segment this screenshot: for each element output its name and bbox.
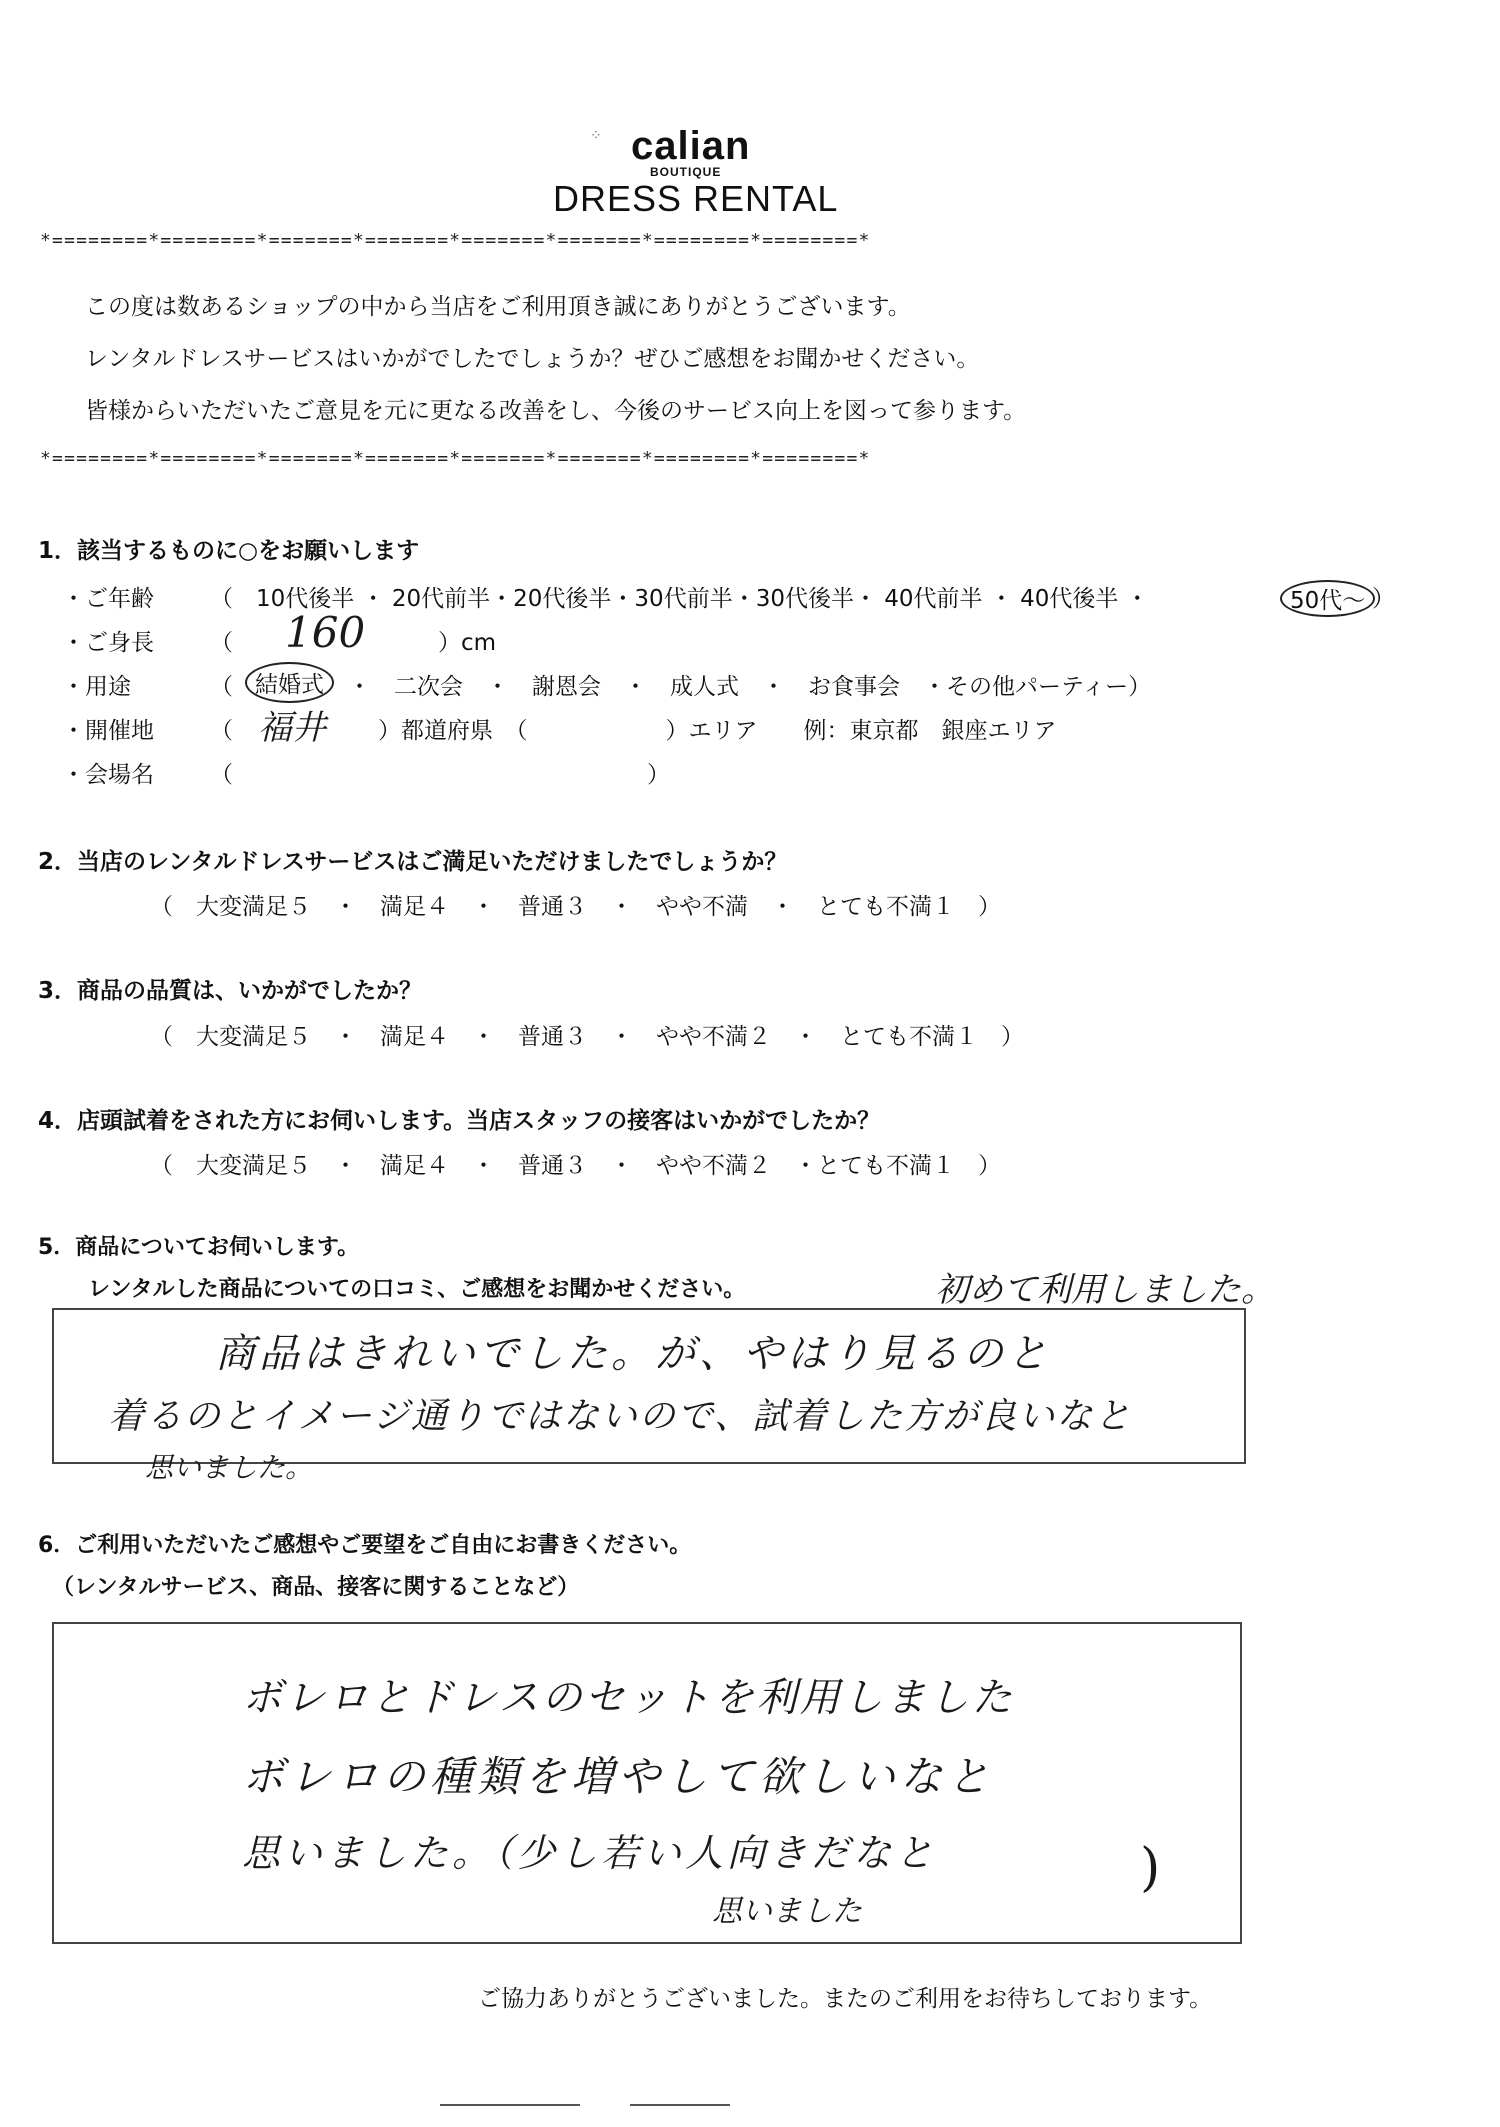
venue-value[interactable]: （ ） bbox=[210, 762, 670, 788]
q5-subtitle: レンタルした商品についての口コミ、ご感想をお聞かせください。 bbox=[88, 1277, 746, 1302]
q6-answer-line-3: 思いました。（少し若い人向きだなと bbox=[242, 1831, 938, 1875]
q2-options[interactable]: （ 大変満足５ ・ 満足４ ・ 普通３ ・ やや不満 ・ とても不満１ ） bbox=[150, 894, 1001, 920]
page-title: DRESS RENTAL bbox=[553, 178, 839, 219]
q5-answer-line-3: 着るのとイメージ通りではないので、試着した方が良いなと bbox=[108, 1396, 1133, 1437]
place-rest: ）都道府県 （ ）エリア 例：東京都 銀座エリア bbox=[378, 718, 1057, 744]
place-label: ・開催地 bbox=[62, 718, 154, 744]
height-label: ・ご身長 bbox=[62, 630, 154, 656]
q5-title: 5．商品についてお伺いします。 bbox=[38, 1235, 360, 1260]
intro-line-2: レンタルドレスサービスはいかがでしたでしょうか？ぜひご感想をお聞かせください。 bbox=[85, 346, 980, 372]
q5-answer-line-1: 初めて利用しました。 bbox=[935, 1270, 1275, 1310]
q6-subtitle: （レンタルサービス、商品、接客に関することなど） bbox=[52, 1575, 580, 1600]
q6-answer-paren: ) bbox=[1140, 1838, 1161, 1898]
height-unit: ）cm bbox=[438, 630, 497, 656]
q1-title: 1．該当するものに○をお願いします bbox=[38, 538, 420, 564]
q6-answer-line-4: 思いました bbox=[712, 1894, 862, 1929]
q3-title: 3．商品の品質は、いかがでしたか？ bbox=[38, 978, 423, 1004]
separator-bottom: *========*========*=======*=======*=======*=======*========*========* bbox=[40, 448, 871, 469]
purpose-options: ・ 二次会 ・ 謝恩会 ・ 成人式 ・ お食事会 ・その他パーティー） bbox=[348, 674, 1152, 700]
purpose-selected-value: 結婚式 bbox=[245, 662, 334, 703]
q4-title: 4．店頭試着をされた方にお伺いします。当店スタッフの接客はいかがでしたか？ bbox=[38, 1108, 881, 1134]
intro-line-1: この度は数あるショップの中から当店をご利用頂き誠にありがとうございます。 bbox=[85, 294, 911, 320]
brand-sub: BOUTIQUE bbox=[650, 165, 722, 179]
height-value[interactable]: 160 bbox=[285, 608, 366, 657]
age-selected[interactable] bbox=[1280, 580, 1375, 617]
purpose-selected[interactable] bbox=[245, 662, 334, 703]
intro-line-3: 皆様からいただいたご意見を元に更なる改善をし、今後のサービス向上を図って参ります。 bbox=[85, 398, 1027, 424]
scan-mark bbox=[440, 2104, 580, 2106]
q6-answer-line-2: ボレロの種類を増やして欲しいなと bbox=[242, 1752, 995, 1801]
purpose-open: （ bbox=[210, 674, 233, 700]
age-options: （ 10代後半 ・ 20代前半・20代後半・30代前半・30代後半・ 40代前半 ・ 40代後半 ・ bbox=[210, 586, 1149, 612]
footer-thanks: ご協力ありがとうございました。またのご利用をお待ちしております。 bbox=[478, 1986, 1213, 2012]
logo-sparkle: ⁘ bbox=[590, 128, 602, 144]
age-label: ・ご年齢 bbox=[62, 586, 154, 612]
age-close: ） bbox=[1372, 586, 1395, 612]
age-selected-value: 50代～ bbox=[1280, 580, 1375, 617]
q5-answer-line-2: 商品はきれいでした。が、やはり見るのと bbox=[215, 1331, 1051, 1377]
q6-title: 6．ご利用いただいたご感想やご要望をご自由にお書きください。 bbox=[38, 1533, 692, 1558]
height-open: （ bbox=[210, 630, 233, 656]
place-open: （ bbox=[210, 718, 233, 744]
q5-answer-line-4: 思いました。 bbox=[145, 1451, 314, 1484]
brand-logo: calian bbox=[631, 124, 751, 168]
q2-title: 2．当店のレンタルドレスサービスはご満足いただけましたでしょうか？ bbox=[38, 849, 788, 875]
separator-top: *========*========*=======*=======*=======*=======*========*========* bbox=[40, 230, 871, 251]
q4-options[interactable]: （ 大変満足５ ・ 満足４ ・ 普通３ ・ やや不満２ ・とても不満１ ） bbox=[150, 1153, 1001, 1179]
q3-options[interactable]: （ 大変満足５ ・ 満足４ ・ 普通３ ・ やや不満２ ・ とても不満１ ） bbox=[150, 1024, 1024, 1050]
q6-answer-line-1: ボレロとドレスのセットを利用しました bbox=[242, 1675, 1015, 1721]
place-value[interactable]: 福井 bbox=[258, 708, 326, 748]
venue-label: ・会場名 bbox=[62, 762, 154, 788]
scan-mark bbox=[630, 2104, 730, 2106]
purpose-label: ・用途 bbox=[62, 674, 131, 700]
